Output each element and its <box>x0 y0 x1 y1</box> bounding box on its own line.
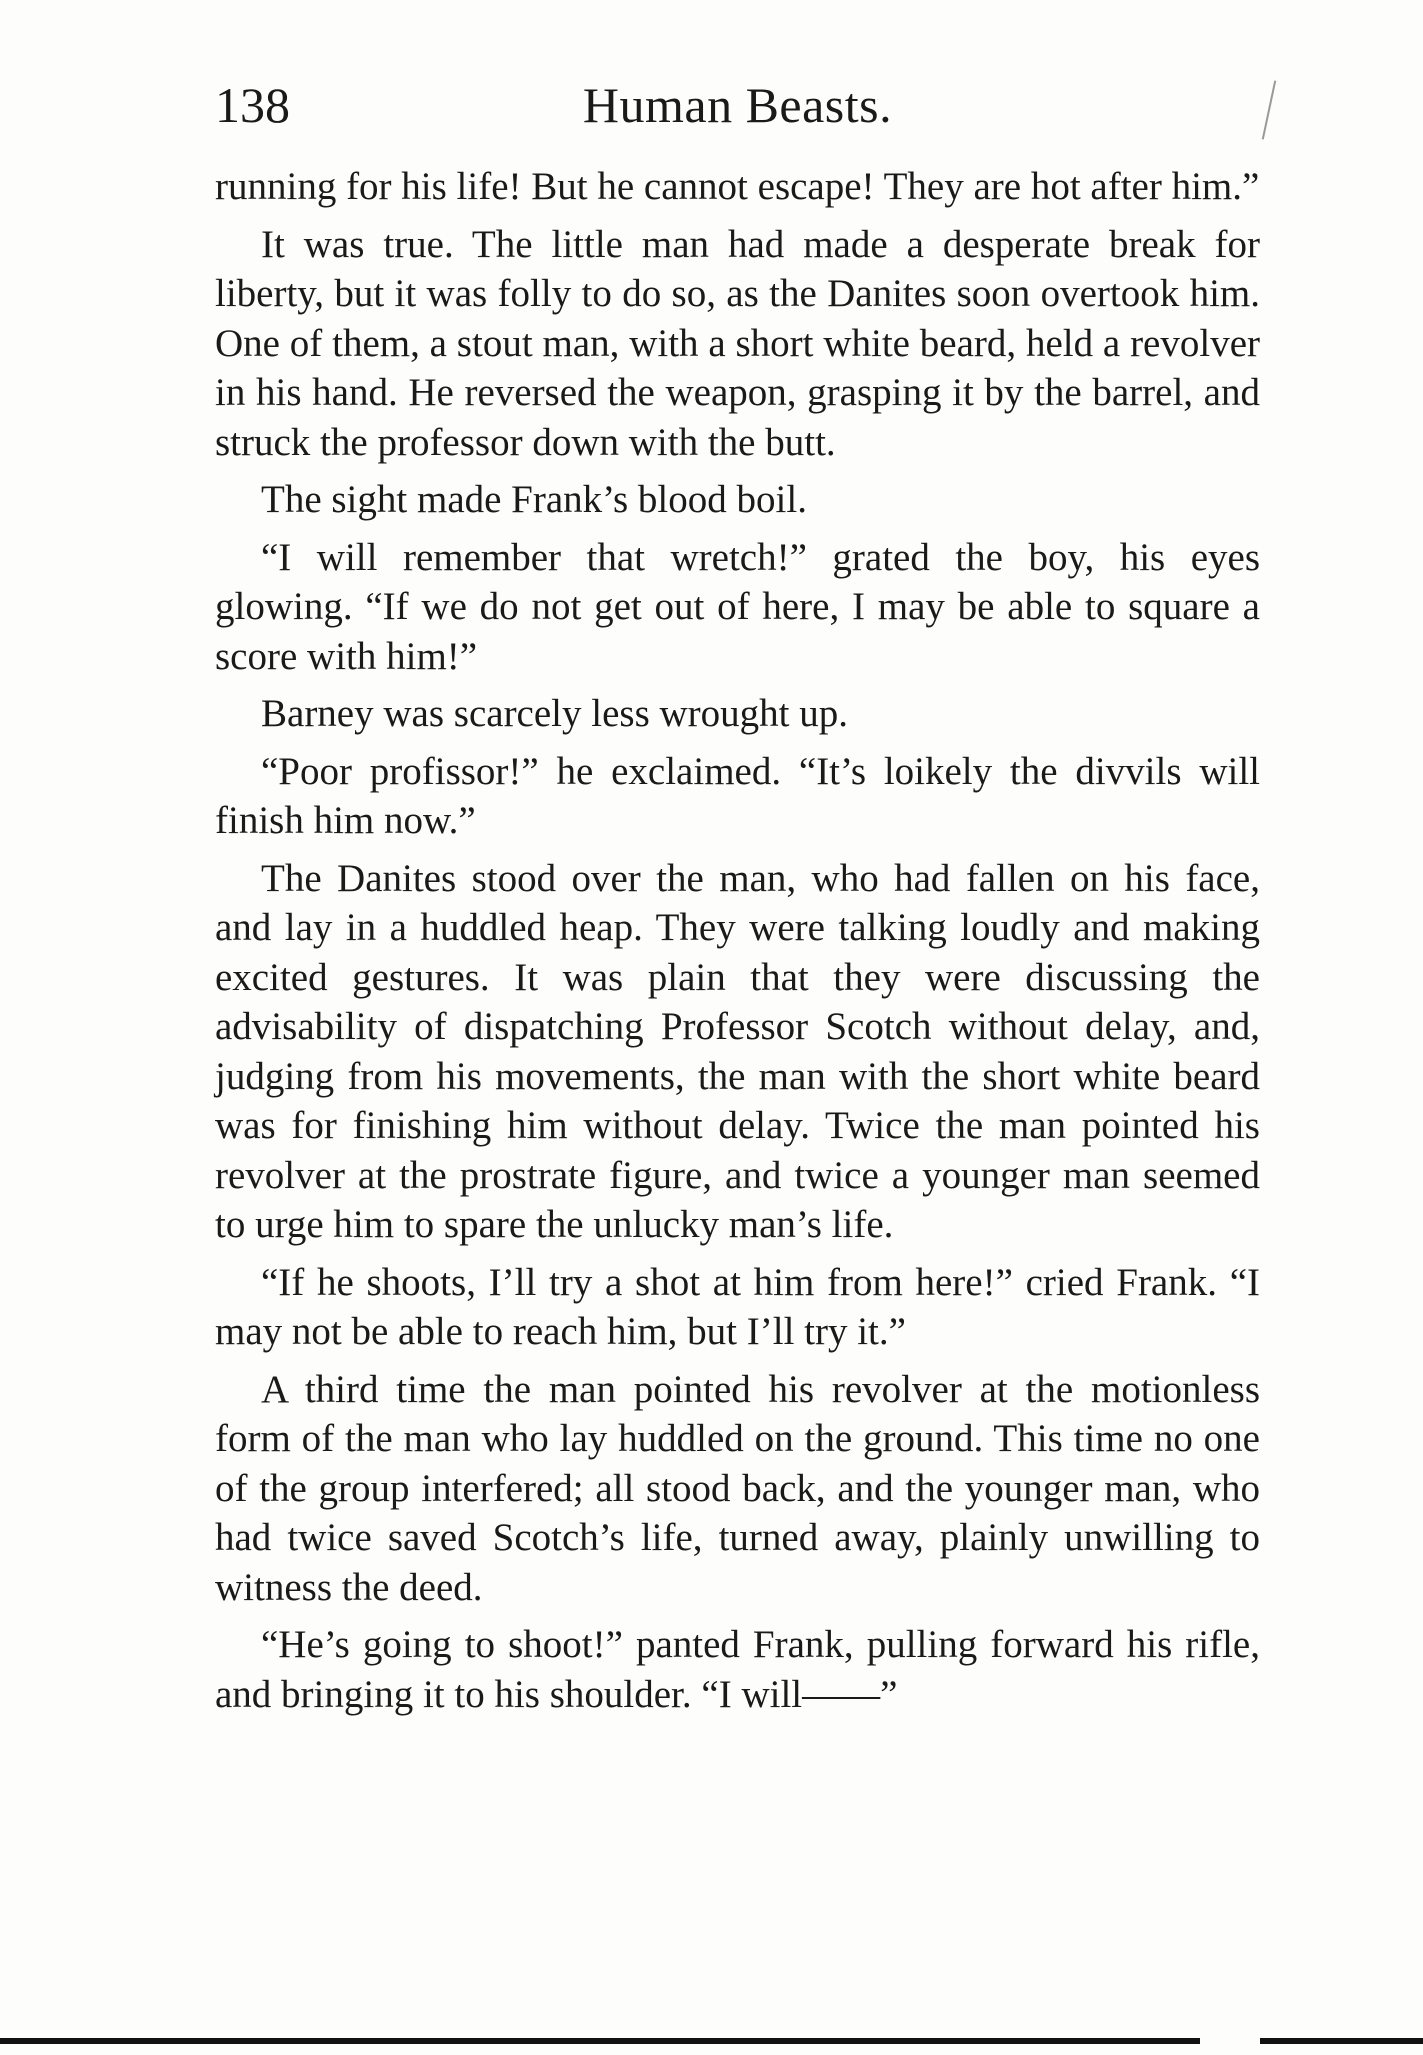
page-number: 138 <box>215 77 290 133</box>
paragraph: “He’s going to shoot!” panted Frank, pulling forward his rifle, and bringing it to his shoulder. “I will——” <box>215 1623 1260 1716</box>
paragraph: “Poor profissor!” he exclaimed. “It’s loikely the divvils will finish him now.” <box>215 749 1260 842</box>
body-text <box>215 162 1260 1727</box>
bottom-rule-gap <box>1200 2038 1260 2044</box>
margin-scratch <box>1262 80 1276 139</box>
running-title: Human Beasts. <box>582 77 893 133</box>
paragraph: “I will remember that wretch!” grated the boy, his eyes glowing. “If we do not get out of here, I may be able to square a score with him!” <box>215 535 1260 678</box>
paragraph: The Danites stood over the man, who had fallen on his face, and lay in a huddled heap. They were talking loudly and making excited gestures. It was plain that they were discussing the advisability of dispatching Professor Scotch without delay, and, judging from his movements, the man with the short white beard was for finishing him without delay. Twice the man pointed his revolver at the prostrate figure, and twice a younger man seemed to urge him to spare the unlucky man’s life. <box>215 856 1260 1246</box>
paragraph: running for his life! But he cannot escape! They are hot after him.” <box>215 165 1260 208</box>
paragraph: The sight made Frank’s blood boil. <box>261 478 807 521</box>
page-header <box>215 70 1260 140</box>
paragraph: A third time the man pointed his revolver at the motionless form of the man who lay huddled on the ground. This time no one of the group interfered; all stood back, and the younger man, who had twice saved Scotch’s life, turned away, plainly unwilling to witness the deed. <box>215 1367 1260 1609</box>
paragraph: “If he shoots, I’ll try a shot at him from here!” cried Frank. “I may not be able to reach him, but I’ll try it.” <box>215 1260 1260 1353</box>
paragraph: It was true. The little man had made a desperate break for liberty, but it was folly to do so, as the Danites soon overtook him. One of them, a stout man, with a short white beard, held a revolver in his hand. He reversed the weapon, grasping it by the barrel, and struck the professor down with the butt. <box>215 222 1260 464</box>
paragraph: Barney was scarcely less wrought up. <box>261 692 848 735</box>
